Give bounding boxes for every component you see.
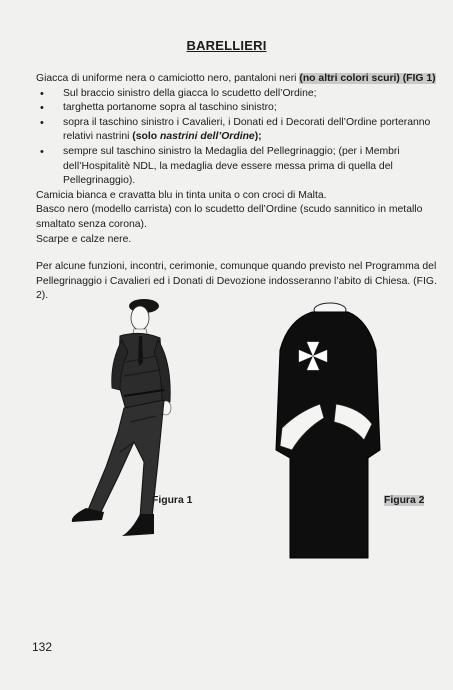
bullet-list	[36, 87, 441, 189]
figure-2-illustration	[268, 300, 398, 560]
list-item: • sopra il taschino sinistro i Cavalieri, i Donati ed i Decorati dell’Ordine porteranno relativi nastrini (solo nastrini dell’Ordine);	[36, 116, 441, 145]
intro-paragraph: Giacca di uniforme nera o camiciotto nero, pantaloni neri (no altri colori scuri) (FIG 1)	[36, 73, 436, 84]
list-item: • Sul braccio sinistro della giacca lo scudetto dell’Ordine;	[36, 87, 441, 102]
text-line: Basco nero (modello carrista) con lo scudetto dell’Ordine (scudo sannitico in metallo smaltato senza corona).	[36, 204, 423, 230]
figure-1-illustration	[60, 292, 193, 552]
church-habit-paragraph: Per alcune funzioni, incontri, cerimonie, comunque quando previsto nel Programma del Pellegrinaggio i Cavalieri ed i Donati di Devozione indosseranno l’abito di Chiesa. (FIG. 2).	[36, 261, 437, 302]
figure-1-label: Figura 1	[152, 495, 193, 506]
figure-2-label: Figura 2	[384, 495, 425, 506]
page-title: BARELLIERI	[186, 38, 267, 53]
bleed-through-text	[40, 320, 42, 329]
page-number: 132	[32, 640, 53, 654]
list-item: • sempre sul taschino sinistro la Medaglia del Pellegrinaggio; (per i Membri dell’Hospitalitè NDL, la medaglia deve essere messa prima di quella del Pellegrinaggio).	[36, 145, 441, 189]
body-text	[36, 72, 441, 304]
text-line: Camicia bianca e cravatta blu in tinta unita o con croci di Malta.	[36, 189, 327, 201]
list-item: • targhetta portanome sopra al taschino sinistro;	[36, 101, 441, 116]
text-line: Scarpe e calze nere.	[36, 233, 132, 245]
